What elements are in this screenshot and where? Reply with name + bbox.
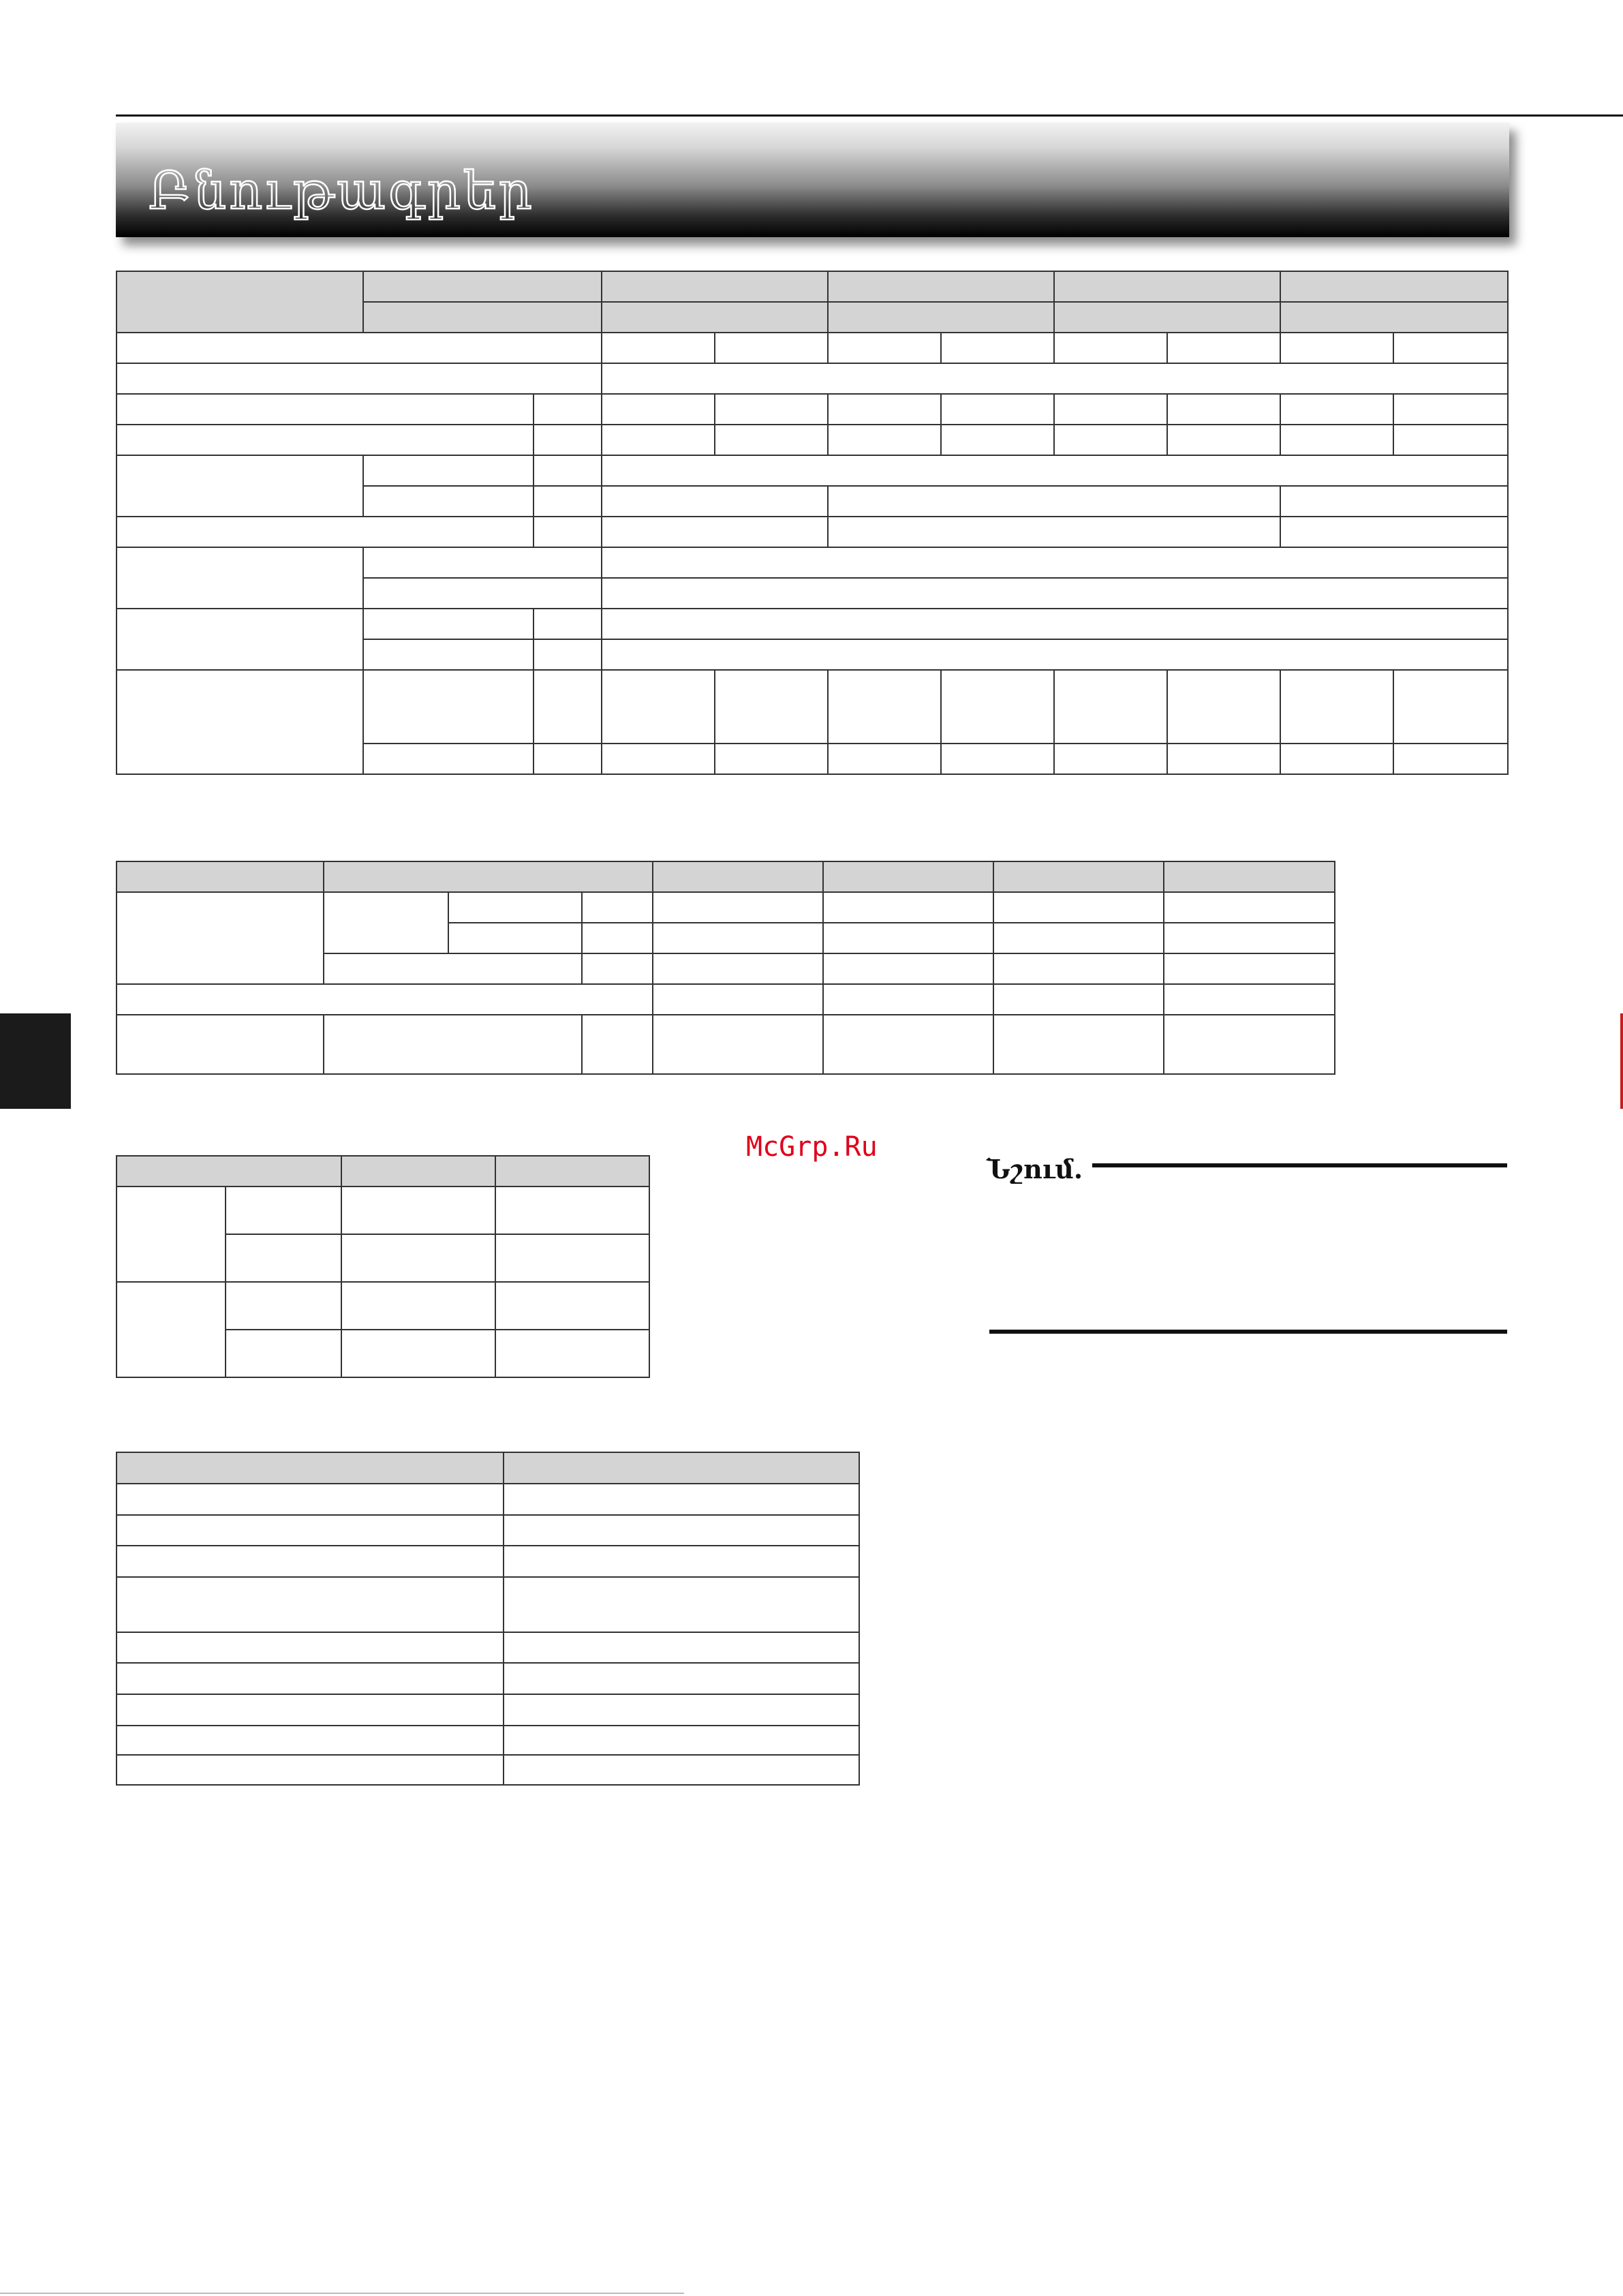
footer-rule — [0, 2293, 684, 2294]
note-label: Նշում. — [987, 1154, 1083, 1184]
accessories-table — [116, 1452, 860, 1786]
top-rule — [116, 114, 1530, 117]
dimensions-table — [116, 861, 1335, 1075]
table-header-cell — [1164, 861, 1335, 892]
table-header-cell — [993, 861, 1164, 892]
table-row — [117, 609, 1508, 639]
table-row — [117, 1484, 859, 1515]
section-tab — [0, 1013, 71, 1109]
table-header-cell — [341, 1156, 495, 1187]
right-edge-marker — [1620, 1013, 1623, 1109]
note-top-rule — [1092, 1163, 1507, 1167]
table-header-cell — [324, 861, 653, 892]
table-header-cell — [117, 861, 324, 892]
table-row — [117, 517, 1508, 547]
watermark-text: McGrp.Ru — [746, 1131, 878, 1163]
table-row — [117, 547, 1508, 578]
table-row — [117, 984, 1335, 1015]
table-row — [117, 455, 1508, 486]
table-row — [117, 1015, 1335, 1074]
specifications-table — [116, 271, 1509, 775]
note-bottom-rule — [989, 1330, 1507, 1334]
table-header-cell — [1054, 271, 1280, 302]
table-header-cell — [117, 1156, 341, 1187]
table-header-cell — [1054, 302, 1280, 333]
table-row — [117, 1282, 649, 1330]
table-row — [117, 425, 1508, 455]
table-row — [117, 1515, 859, 1546]
table-header-cell — [1280, 271, 1508, 302]
table-header-cell — [1280, 302, 1508, 333]
table-row — [117, 1187, 649, 1234]
table-header-cell — [653, 861, 823, 892]
table-row — [117, 1546, 859, 1577]
table-row — [117, 333, 1508, 363]
table-header-cell — [495, 1156, 649, 1187]
table-row — [117, 1755, 859, 1785]
table-header-cell — [602, 302, 828, 333]
table-header-cell — [602, 271, 828, 302]
table-row — [117, 670, 1508, 744]
table-header-cell — [117, 271, 363, 333]
top-rule-right — [1530, 114, 1623, 117]
header-banner — [116, 123, 1509, 237]
page-title: Բնութագրեր — [149, 160, 535, 221]
table-header-cell — [828, 271, 1054, 302]
table-header-cell — [828, 302, 1054, 333]
table-row — [117, 394, 1508, 425]
range-table — [116, 1155, 650, 1378]
table-header-cell — [363, 271, 602, 302]
table-row — [117, 363, 1508, 394]
table-row — [117, 892, 1335, 923]
table-row — [117, 1694, 859, 1726]
table-header-cell — [363, 302, 602, 333]
table-row — [117, 1663, 859, 1694]
table-header-cell — [823, 861, 993, 892]
table-header-cell — [117, 1452, 504, 1484]
table-row — [117, 1726, 859, 1756]
table-row — [117, 1632, 859, 1664]
table-row — [117, 1577, 859, 1632]
table-header-cell — [504, 1452, 859, 1484]
